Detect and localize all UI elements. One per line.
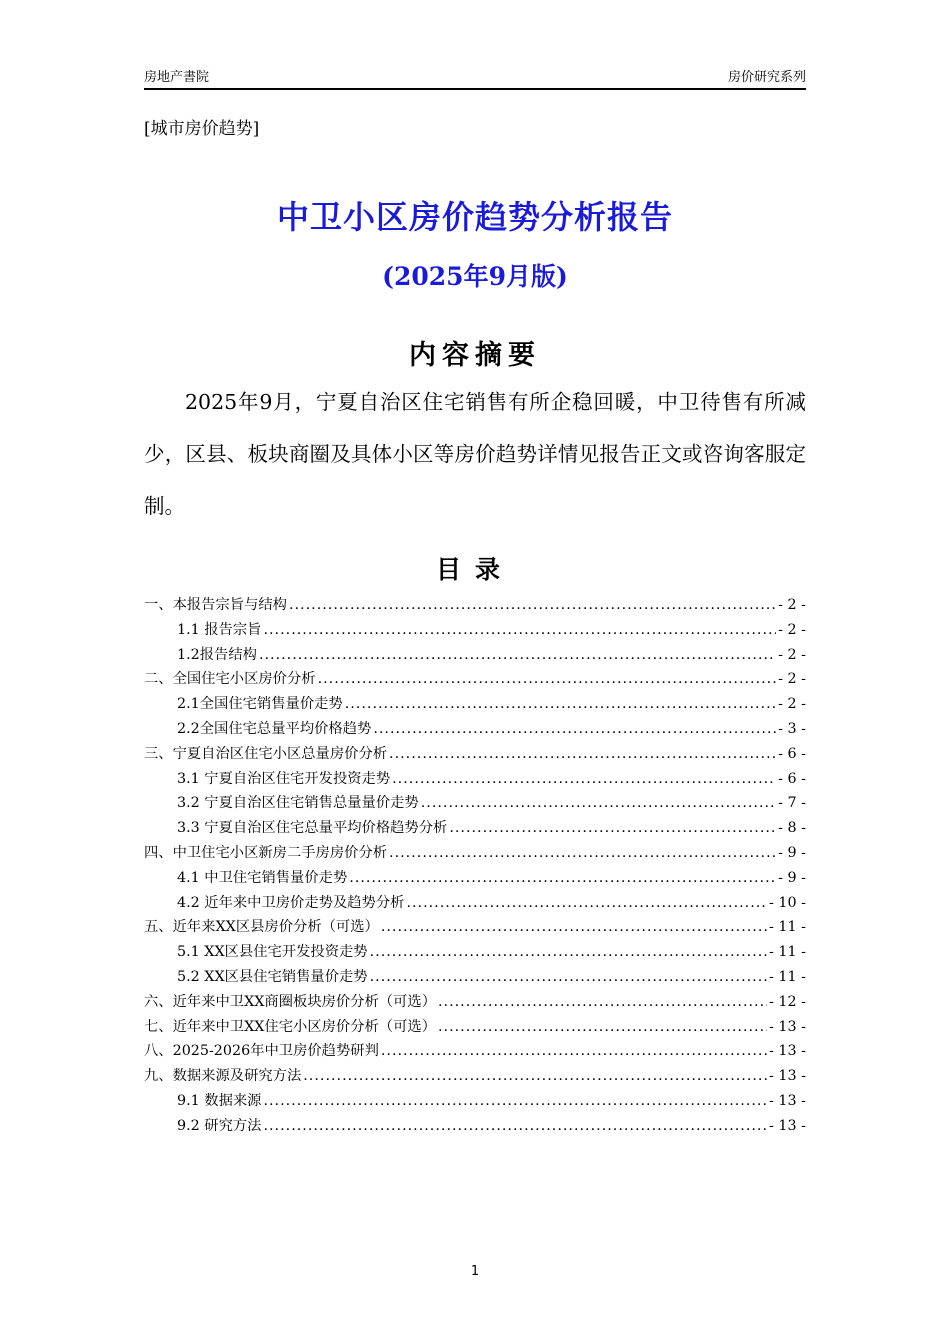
- toc-entry-page: - 11 -: [769, 968, 806, 985]
- toc-leader-dots: [263, 1093, 767, 1109]
- toc-entry[interactable]: [144, 693, 806, 718]
- toc-entry-page: - 2 -: [778, 597, 806, 613]
- toc-entry[interactable]: [144, 892, 806, 917]
- toc-entry-label: 3.1 宁夏自治区住宅开发投资走势: [177, 770, 391, 787]
- toc-entry-label: 5.2 XX区县住宅销售量价走势: [177, 968, 368, 985]
- toc-entry-label: 六、近年来中卫XX商圈板块房价分析（可选）: [144, 993, 436, 1010]
- toc-entry-label: 七、近年来中卫XX住宅小区房价分析（可选）: [144, 1018, 436, 1035]
- toc-leader-dots: [389, 845, 776, 861]
- toc-entry-page: - 13 -: [769, 1018, 806, 1035]
- toc-entry[interactable]: [144, 668, 806, 693]
- toc-entry-label: 九、数据来源及研究方法: [144, 1068, 302, 1085]
- toc-entry-page: - 7 -: [778, 795, 806, 812]
- toc-entry[interactable]: [144, 1040, 806, 1065]
- toc-entry[interactable]: [144, 1016, 806, 1041]
- toc-entry-page: - 3 -: [778, 720, 806, 737]
- toc-entry-page: - 11 -: [769, 919, 806, 936]
- table-of-contents: [144, 594, 806, 1140]
- toc-leader-dots: [303, 1068, 767, 1084]
- header-publisher: 房地产書院: [144, 70, 210, 85]
- abstract-text: 2025年9月，宁夏自治区住宅销售有所企稳回暖，中卫待售有所减少，区县、板块商圈及具体小区等房价趋势详情见报告正文或咨询客服定制。: [144, 390, 806, 518]
- toc-leader-dots: [381, 1043, 767, 1059]
- toc-entry-label: 4.1 中卫住宅销售量价走势: [177, 869, 348, 886]
- toc-entry[interactable]: [144, 1115, 806, 1140]
- toc-entry-label: 4.2 近年来中卫房价走势及趋势分析: [177, 894, 405, 911]
- toc-leader-dots: [406, 895, 767, 911]
- toc-leader-dots: [318, 671, 777, 687]
- toc-leader-dots: [373, 721, 776, 737]
- toc-entry-label: 1.1 报告宗旨: [177, 621, 262, 638]
- toc-entry-page: - 2 -: [778, 621, 806, 638]
- toc-entry[interactable]: [144, 1090, 806, 1115]
- toc-entry[interactable]: [144, 743, 806, 768]
- toc-entry-label: 八、2025-2026年中卫房价趋势研判: [144, 1043, 379, 1060]
- toc-entry-page: - 9 -: [778, 869, 806, 886]
- toc-leader-dots: [438, 1019, 767, 1035]
- toc-entry[interactable]: [144, 619, 806, 644]
- toc-leader-dots: [289, 597, 776, 613]
- toc-entry-label: 四、中卫住宅小区新房二手房房价分析: [144, 844, 388, 861]
- toc-entry[interactable]: [144, 842, 806, 867]
- toc-entry-label: 二、全国住宅小区房价分析: [144, 671, 316, 688]
- toc-leader-dots: [345, 696, 776, 712]
- toc-entry-page: - 2 -: [778, 696, 806, 713]
- toc-leader-dots: [370, 969, 767, 985]
- toc-leader-dots: [263, 1118, 767, 1134]
- toc-entry[interactable]: [144, 768, 806, 793]
- toc-entry-page: - 6 -: [778, 770, 806, 787]
- abstract-heading: 内容摘要: [409, 340, 541, 371]
- toc-entry-page: - 10 -: [769, 894, 806, 911]
- toc-entry-page: - 13 -: [769, 1068, 806, 1085]
- report-edition: (2025年9月版): [382, 262, 568, 291]
- toc-heading: 目录: [435, 555, 514, 584]
- toc-leader-dots: [392, 771, 776, 787]
- toc-entry[interactable]: [144, 966, 806, 991]
- toc-entry-page: - 2 -: [778, 671, 806, 688]
- toc-entry-label: 1.2报告结构: [177, 646, 257, 663]
- toc-entry-label: 五、近年来XX区县房价分析（可选）: [144, 919, 379, 936]
- toc-entry[interactable]: [144, 916, 806, 941]
- toc-entry-page: - 13 -: [769, 1117, 806, 1134]
- toc-leader-dots: [263, 622, 776, 638]
- toc-entry[interactable]: [144, 718, 806, 743]
- toc-entry[interactable]: [144, 1065, 806, 1090]
- page-header: [144, 66, 806, 90]
- toc-leader-dots: [449, 820, 776, 836]
- toc-entry-label: 9.1 数据来源: [177, 1092, 262, 1109]
- toc-entry-label: 三、宁夏自治区住宅小区总量房价分析: [144, 745, 388, 762]
- toc-entry-label: 3.3 宁夏自治区住宅总量平均价格趋势分析: [177, 820, 448, 837]
- toc-leader-dots: [349, 870, 776, 886]
- page-number: 1: [470, 1264, 480, 1279]
- toc-leader-dots: [389, 746, 776, 762]
- toc-entry-page: - 8 -: [778, 820, 806, 837]
- toc-entry[interactable]: [144, 991, 806, 1016]
- toc-entry-page: - 6 -: [778, 745, 806, 762]
- report-title: 中卫小区房价趋势分析报告: [276, 198, 673, 236]
- toc-entry-page: - 2 -: [778, 646, 806, 663]
- toc-leader-dots: [421, 795, 776, 811]
- toc-entry[interactable]: [144, 941, 806, 966]
- toc-entry[interactable]: [144, 644, 806, 669]
- toc-entry[interactable]: [144, 867, 806, 892]
- header-series: 房价研究系列: [727, 70, 806, 85]
- toc-leader-dots: [381, 919, 767, 935]
- toc-entry-label: 5.1 XX区县住宅开发投资走势: [177, 944, 368, 961]
- category-label: [城市房价趋势]: [144, 119, 260, 139]
- toc-entry-page: - 11 -: [769, 944, 806, 961]
- toc-entry-label: 2.1全国住宅销售量价走势: [177, 696, 343, 713]
- toc-entry-page: - 13 -: [769, 1043, 806, 1060]
- toc-entry-page: - 12 -: [769, 993, 806, 1010]
- toc-leader-dots: [438, 994, 767, 1010]
- toc-entry-label: 3.2 宁夏自治区住宅销售总量量价走势: [177, 795, 419, 812]
- toc-entry[interactable]: [144, 792, 806, 817]
- toc-entry[interactable]: [144, 594, 806, 619]
- toc-entry[interactable]: [144, 817, 806, 842]
- toc-entry-label: 一、本报告宗旨与结构: [144, 597, 287, 613]
- toc-entry-label: 2.2全国住宅总量平均价格趋势: [177, 720, 372, 737]
- toc-entry-page: - 9 -: [778, 844, 806, 861]
- toc-entry-page: - 13 -: [769, 1092, 806, 1109]
- toc-leader-dots: [370, 944, 767, 960]
- toc-entry-label: 9.2 研究方法: [177, 1117, 262, 1134]
- toc-leader-dots: [259, 647, 776, 663]
